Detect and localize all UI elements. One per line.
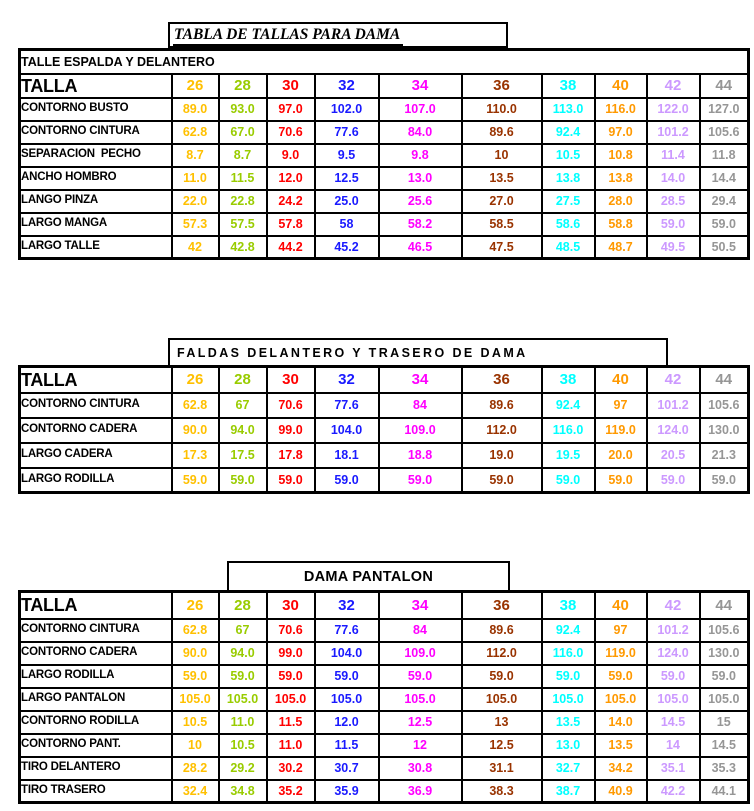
value-cell: 105.0 — [219, 688, 267, 711]
value-cell: 47.5 — [462, 236, 542, 259]
value-cell: 10.5 — [172, 711, 219, 734]
value-cell: 44.1 — [700, 780, 749, 803]
value-cell: 50.5 — [700, 236, 749, 259]
value-cell: 93.0 — [219, 98, 267, 121]
value-cell: 116.0 — [542, 642, 595, 665]
size-header-cell: 28 — [219, 367, 267, 393]
table-row — [20, 665, 749, 688]
table-row — [20, 734, 749, 757]
value-cell: 101.2 — [647, 121, 700, 144]
value-cell: 105.0 — [462, 688, 542, 711]
value-cell: 35.2 — [267, 780, 315, 803]
value-cell: 11.5 — [219, 167, 267, 190]
table-banner-title: TALLE ESPALDA Y DELANTERO — [20, 50, 749, 74]
value-cell: 29.2 — [219, 757, 267, 780]
value-cell: 12.5 — [462, 734, 542, 757]
size-header-cell: 26 — [172, 367, 219, 393]
value-cell: 110.0 — [462, 98, 542, 121]
size-header-cell: 40 — [595, 592, 647, 619]
value-cell: 25.6 — [379, 190, 462, 213]
size-header-cell: 28 — [219, 592, 267, 619]
value-cell: 15 — [700, 711, 749, 734]
value-cell: 122.0 — [647, 98, 700, 121]
value-cell: 13.0 — [379, 167, 462, 190]
value-cell: 14 — [647, 734, 700, 757]
value-cell: 13.8 — [595, 167, 647, 190]
value-cell: 9.0 — [267, 144, 315, 167]
table-faldas-title-box — [168, 338, 668, 367]
size-header-cell: 36 — [462, 592, 542, 619]
value-cell: 59.0 — [379, 468, 462, 493]
value-cell: 27.5 — [542, 190, 595, 213]
value-cell: 59.0 — [315, 665, 379, 688]
value-cell: 44.2 — [267, 236, 315, 259]
value-cell: 27.0 — [462, 190, 542, 213]
size-header-cell: 30 — [267, 592, 315, 619]
value-cell: 77.6 — [315, 121, 379, 144]
row-label-cell: ANCHO HOMBRO — [20, 167, 172, 190]
value-cell: 13.5 — [462, 167, 542, 190]
value-cell: 24.2 — [267, 190, 315, 213]
value-cell: 105.6 — [700, 619, 749, 642]
value-cell: 32.4 — [172, 780, 219, 803]
size-header-cell: 34 — [379, 592, 462, 619]
size-header-row — [20, 74, 749, 98]
value-cell: 59.0 — [542, 468, 595, 493]
row-label-cell: CONTORNO CADERA — [20, 418, 172, 443]
row-label-cell: CONTORNO CADERA — [20, 642, 172, 665]
value-cell: 57.5 — [219, 213, 267, 236]
value-cell: 124.0 — [647, 418, 700, 443]
table-dama-pantalon-title-box — [227, 561, 510, 592]
table-row — [20, 780, 749, 803]
value-cell: 11.0 — [267, 734, 315, 757]
value-cell: 62.8 — [172, 393, 219, 418]
value-cell: 49.5 — [647, 236, 700, 259]
value-cell: 14.5 — [647, 711, 700, 734]
value-cell: 10.8 — [595, 144, 647, 167]
row-label-cell: LARGO CADERA — [20, 443, 172, 468]
value-cell: 13.5 — [542, 711, 595, 734]
size-header-cell: 40 — [595, 367, 647, 393]
value-cell: 13 — [462, 711, 542, 734]
value-cell: 62.8 — [172, 619, 219, 642]
value-cell: 42 — [172, 236, 219, 259]
talla-header-cell: TALLA — [20, 74, 172, 98]
value-cell: 20.0 — [595, 443, 647, 468]
value-cell: 58.5 — [462, 213, 542, 236]
value-cell: 58 — [315, 213, 379, 236]
value-cell: 17.5 — [219, 443, 267, 468]
value-cell: 97 — [595, 393, 647, 418]
value-cell: 8.7 — [172, 144, 219, 167]
row-label-cell: LANGO PINZA — [20, 190, 172, 213]
table-row — [20, 711, 749, 734]
value-cell: 35.3 — [700, 757, 749, 780]
row-label-cell: CONTORNO CINTURA — [20, 619, 172, 642]
table-row — [20, 688, 749, 711]
value-cell: 59.0 — [172, 665, 219, 688]
value-cell: 25.0 — [315, 190, 379, 213]
value-cell: 48.5 — [542, 236, 595, 259]
value-cell: 17.3 — [172, 443, 219, 468]
size-header-cell: 28 — [219, 74, 267, 98]
value-cell: 11.5 — [267, 711, 315, 734]
value-cell: 59.0 — [647, 665, 700, 688]
value-cell: 59.0 — [315, 468, 379, 493]
value-cell: 119.0 — [595, 642, 647, 665]
value-cell: 109.0 — [379, 418, 462, 443]
value-cell: 112.0 — [462, 418, 542, 443]
value-cell: 89.6 — [462, 619, 542, 642]
value-cell: 11.0 — [172, 167, 219, 190]
value-cell: 113.0 — [542, 98, 595, 121]
value-cell: 59.0 — [172, 468, 219, 493]
size-header-cell: 42 — [647, 74, 700, 98]
value-cell: 112.0 — [462, 642, 542, 665]
value-cell: 127.0 — [700, 98, 749, 121]
value-cell: 94.0 — [219, 418, 267, 443]
value-cell: 59.0 — [219, 468, 267, 493]
row-label-cell: CONTORNO CINTURA — [20, 121, 172, 144]
table-row — [20, 144, 749, 167]
value-cell: 59.0 — [700, 665, 749, 688]
value-cell: 89.6 — [462, 121, 542, 144]
value-cell: 109.0 — [379, 642, 462, 665]
value-cell: 102.0 — [315, 98, 379, 121]
value-cell: 59.0 — [542, 665, 595, 688]
value-cell: 34.2 — [595, 757, 647, 780]
value-cell: 22.8 — [219, 190, 267, 213]
value-cell: 18.8 — [379, 443, 462, 468]
value-cell: 35.9 — [315, 780, 379, 803]
value-cell: 18.1 — [315, 443, 379, 468]
size-header-cell: 32 — [315, 592, 379, 619]
row-label-cell: SEPARACION PECHO — [20, 144, 172, 167]
value-cell: 19.5 — [542, 443, 595, 468]
value-cell: 84.0 — [379, 121, 462, 144]
value-cell: 104.0 — [315, 642, 379, 665]
row-label-cell: TIRO TRASERO — [20, 780, 172, 803]
value-cell: 101.2 — [647, 619, 700, 642]
value-cell: 10.5 — [542, 144, 595, 167]
value-cell: 105.0 — [267, 688, 315, 711]
value-cell: 105.0 — [700, 688, 749, 711]
value-cell: 30.8 — [379, 757, 462, 780]
value-cell: 40.9 — [595, 780, 647, 803]
value-cell: 36.9 — [379, 780, 462, 803]
table-row — [20, 98, 749, 121]
value-cell: 99.0 — [267, 418, 315, 443]
value-cell: 77.6 — [315, 393, 379, 418]
value-cell: 12.5 — [379, 711, 462, 734]
value-cell: 46.5 — [379, 236, 462, 259]
value-cell: 58.2 — [379, 213, 462, 236]
size-header-row — [20, 592, 749, 619]
table-row — [20, 393, 749, 418]
value-cell: 90.0 — [172, 418, 219, 443]
size-header-cell: 38 — [542, 74, 595, 98]
table-row — [20, 468, 749, 493]
size-header-cell: 32 — [315, 367, 379, 393]
size-header-cell: 34 — [379, 367, 462, 393]
value-cell: 59.0 — [647, 213, 700, 236]
table-row — [20, 167, 749, 190]
value-cell: 92.4 — [542, 393, 595, 418]
value-cell: 28.0 — [595, 190, 647, 213]
value-cell: 34.8 — [219, 780, 267, 803]
table-row — [20, 236, 749, 259]
value-cell: 105.0 — [542, 688, 595, 711]
row-label-cell: LARGO MANGA — [20, 213, 172, 236]
value-cell: 12.0 — [315, 711, 379, 734]
value-cell: 84 — [379, 393, 462, 418]
size-header-cell: 34 — [379, 74, 462, 98]
size-header-row — [20, 367, 749, 393]
value-cell: 59.0 — [267, 665, 315, 688]
value-cell: 11.4 — [647, 144, 700, 167]
value-cell: 105.0 — [595, 688, 647, 711]
value-cell: 90.0 — [172, 642, 219, 665]
size-header-cell: 40 — [595, 74, 647, 98]
value-cell: 42.2 — [647, 780, 700, 803]
table-talle-espalda-y-delantero — [18, 48, 750, 260]
size-header-cell: 38 — [542, 367, 595, 393]
value-cell: 29.4 — [700, 190, 749, 213]
value-cell: 14.5 — [700, 734, 749, 757]
size-header-cell: 36 — [462, 367, 542, 393]
value-cell: 28.5 — [647, 190, 700, 213]
table-row — [20, 121, 749, 144]
size-header-cell: 26 — [172, 74, 219, 98]
value-cell: 42.8 — [219, 236, 267, 259]
value-cell: 58.6 — [542, 213, 595, 236]
value-cell: 20.5 — [647, 443, 700, 468]
table-dama-pantalon-title: DAMA PANTALON — [303, 568, 434, 585]
row-label-cell: TIRO DELANTERO — [20, 757, 172, 780]
value-cell: 70.6 — [267, 393, 315, 418]
value-cell: 22.0 — [172, 190, 219, 213]
value-cell: 105.0 — [379, 688, 462, 711]
value-cell: 11.5 — [315, 734, 379, 757]
value-cell: 105.0 — [647, 688, 700, 711]
size-header-cell: 44 — [700, 367, 749, 393]
value-cell: 105.0 — [315, 688, 379, 711]
value-cell: 10.5 — [219, 734, 267, 757]
value-cell: 116.0 — [595, 98, 647, 121]
value-cell: 12.5 — [315, 167, 379, 190]
value-cell: 13.0 — [542, 734, 595, 757]
value-cell: 30.7 — [315, 757, 379, 780]
value-cell: 14.4 — [700, 167, 749, 190]
value-cell: 12.0 — [267, 167, 315, 190]
sheet-title-box — [168, 22, 508, 48]
size-header-cell: 26 — [172, 592, 219, 619]
value-cell: 30.2 — [267, 757, 315, 780]
value-cell: 9.5 — [315, 144, 379, 167]
value-cell: 92.4 — [542, 619, 595, 642]
table-row — [20, 190, 749, 213]
value-cell: 14.0 — [595, 711, 647, 734]
value-cell: 17.8 — [267, 443, 315, 468]
table-row — [20, 642, 749, 665]
table-banner-row — [20, 50, 749, 74]
value-cell: 28.2 — [172, 757, 219, 780]
value-cell: 105.6 — [700, 393, 749, 418]
size-header-cell: 42 — [647, 367, 700, 393]
value-cell: 12 — [379, 734, 462, 757]
row-label-cell: LARGO RODILLA — [20, 665, 172, 688]
value-cell: 107.0 — [379, 98, 462, 121]
value-cell: 10 — [172, 734, 219, 757]
value-cell: 130.0 — [700, 642, 749, 665]
value-cell: 35.1 — [647, 757, 700, 780]
value-cell: 31.1 — [462, 757, 542, 780]
talla-header-cell: TALLA — [20, 367, 172, 393]
talla-header-cell: TALLA — [20, 592, 172, 619]
size-header-cell: 38 — [542, 592, 595, 619]
value-cell: 21.3 — [700, 443, 749, 468]
table-row — [20, 418, 749, 443]
value-cell: 58.8 — [595, 213, 647, 236]
size-header-cell: 44 — [700, 592, 749, 619]
value-cell: 38.3 — [462, 780, 542, 803]
value-cell: 89.6 — [462, 393, 542, 418]
row-label-cell: LARGO PANTALON — [20, 688, 172, 711]
table-faldas-delantero-y-trasero — [18, 365, 750, 494]
size-header-cell: 44 — [700, 74, 749, 98]
row-label-cell: LARGO TALLE — [20, 236, 172, 259]
value-cell: 11.0 — [219, 711, 267, 734]
value-cell: 119.0 — [595, 418, 647, 443]
value-cell: 97 — [595, 619, 647, 642]
sheet-title: TABLA DE TALLAS PARA DAMA — [173, 26, 403, 46]
table-row — [20, 619, 749, 642]
row-label-cell: LARGO RODILLA — [20, 468, 172, 493]
value-cell: 97.0 — [595, 121, 647, 144]
value-cell: 14.0 — [647, 167, 700, 190]
table-row — [20, 213, 749, 236]
size-header-cell: 42 — [647, 592, 700, 619]
value-cell: 67 — [219, 393, 267, 418]
value-cell: 13.5 — [595, 734, 647, 757]
value-cell: 38.7 — [542, 780, 595, 803]
value-cell: 59.0 — [219, 665, 267, 688]
value-cell: 77.6 — [315, 619, 379, 642]
value-cell: 59.0 — [595, 468, 647, 493]
value-cell: 59.0 — [595, 665, 647, 688]
value-cell: 101.2 — [647, 393, 700, 418]
value-cell: 11.8 — [700, 144, 749, 167]
value-cell: 59.0 — [379, 665, 462, 688]
table-dama-pantalon — [18, 590, 750, 804]
value-cell: 105.6 — [700, 121, 749, 144]
value-cell: 32.7 — [542, 757, 595, 780]
value-cell: 92.4 — [542, 121, 595, 144]
value-cell: 10 — [462, 144, 542, 167]
value-cell: 9.8 — [379, 144, 462, 167]
value-cell: 97.0 — [267, 98, 315, 121]
table-row — [20, 757, 749, 780]
value-cell: 62.8 — [172, 121, 219, 144]
value-cell: 116.0 — [542, 418, 595, 443]
size-header-cell: 32 — [315, 74, 379, 98]
row-label-cell: CONTORNO PANT. — [20, 734, 172, 757]
row-label-cell: CONTORNO BUSTO — [20, 98, 172, 121]
value-cell: 130.0 — [700, 418, 749, 443]
value-cell: 124.0 — [647, 642, 700, 665]
value-cell: 45.2 — [315, 236, 379, 259]
row-label-cell: CONTORNO RODILLA — [20, 711, 172, 734]
value-cell: 57.3 — [172, 213, 219, 236]
table-faldas-title: FALDAS DELANTERO Y TRASERO DE DAMA — [177, 345, 528, 360]
value-cell: 59.0 — [462, 665, 542, 688]
value-cell: 89.0 — [172, 98, 219, 121]
value-cell: 13.8 — [542, 167, 595, 190]
table-row — [20, 443, 749, 468]
value-cell: 59.0 — [462, 468, 542, 493]
row-label-cell: CONTORNO CINTURA — [20, 393, 172, 418]
size-header-cell: 30 — [267, 74, 315, 98]
size-header-cell: 30 — [267, 367, 315, 393]
value-cell: 105.0 — [172, 688, 219, 711]
value-cell: 59.0 — [700, 213, 749, 236]
value-cell: 19.0 — [462, 443, 542, 468]
value-cell: 70.6 — [267, 619, 315, 642]
value-cell: 59.0 — [700, 468, 749, 493]
value-cell: 59.0 — [267, 468, 315, 493]
value-cell: 48.7 — [595, 236, 647, 259]
value-cell: 94.0 — [219, 642, 267, 665]
value-cell: 84 — [379, 619, 462, 642]
value-cell: 99.0 — [267, 642, 315, 665]
value-cell: 104.0 — [315, 418, 379, 443]
value-cell: 70.6 — [267, 121, 315, 144]
value-cell: 8.7 — [219, 144, 267, 167]
value-cell: 67.0 — [219, 121, 267, 144]
size-header-cell: 36 — [462, 74, 542, 98]
value-cell: 67 — [219, 619, 267, 642]
value-cell: 59.0 — [647, 468, 700, 493]
value-cell: 57.8 — [267, 213, 315, 236]
